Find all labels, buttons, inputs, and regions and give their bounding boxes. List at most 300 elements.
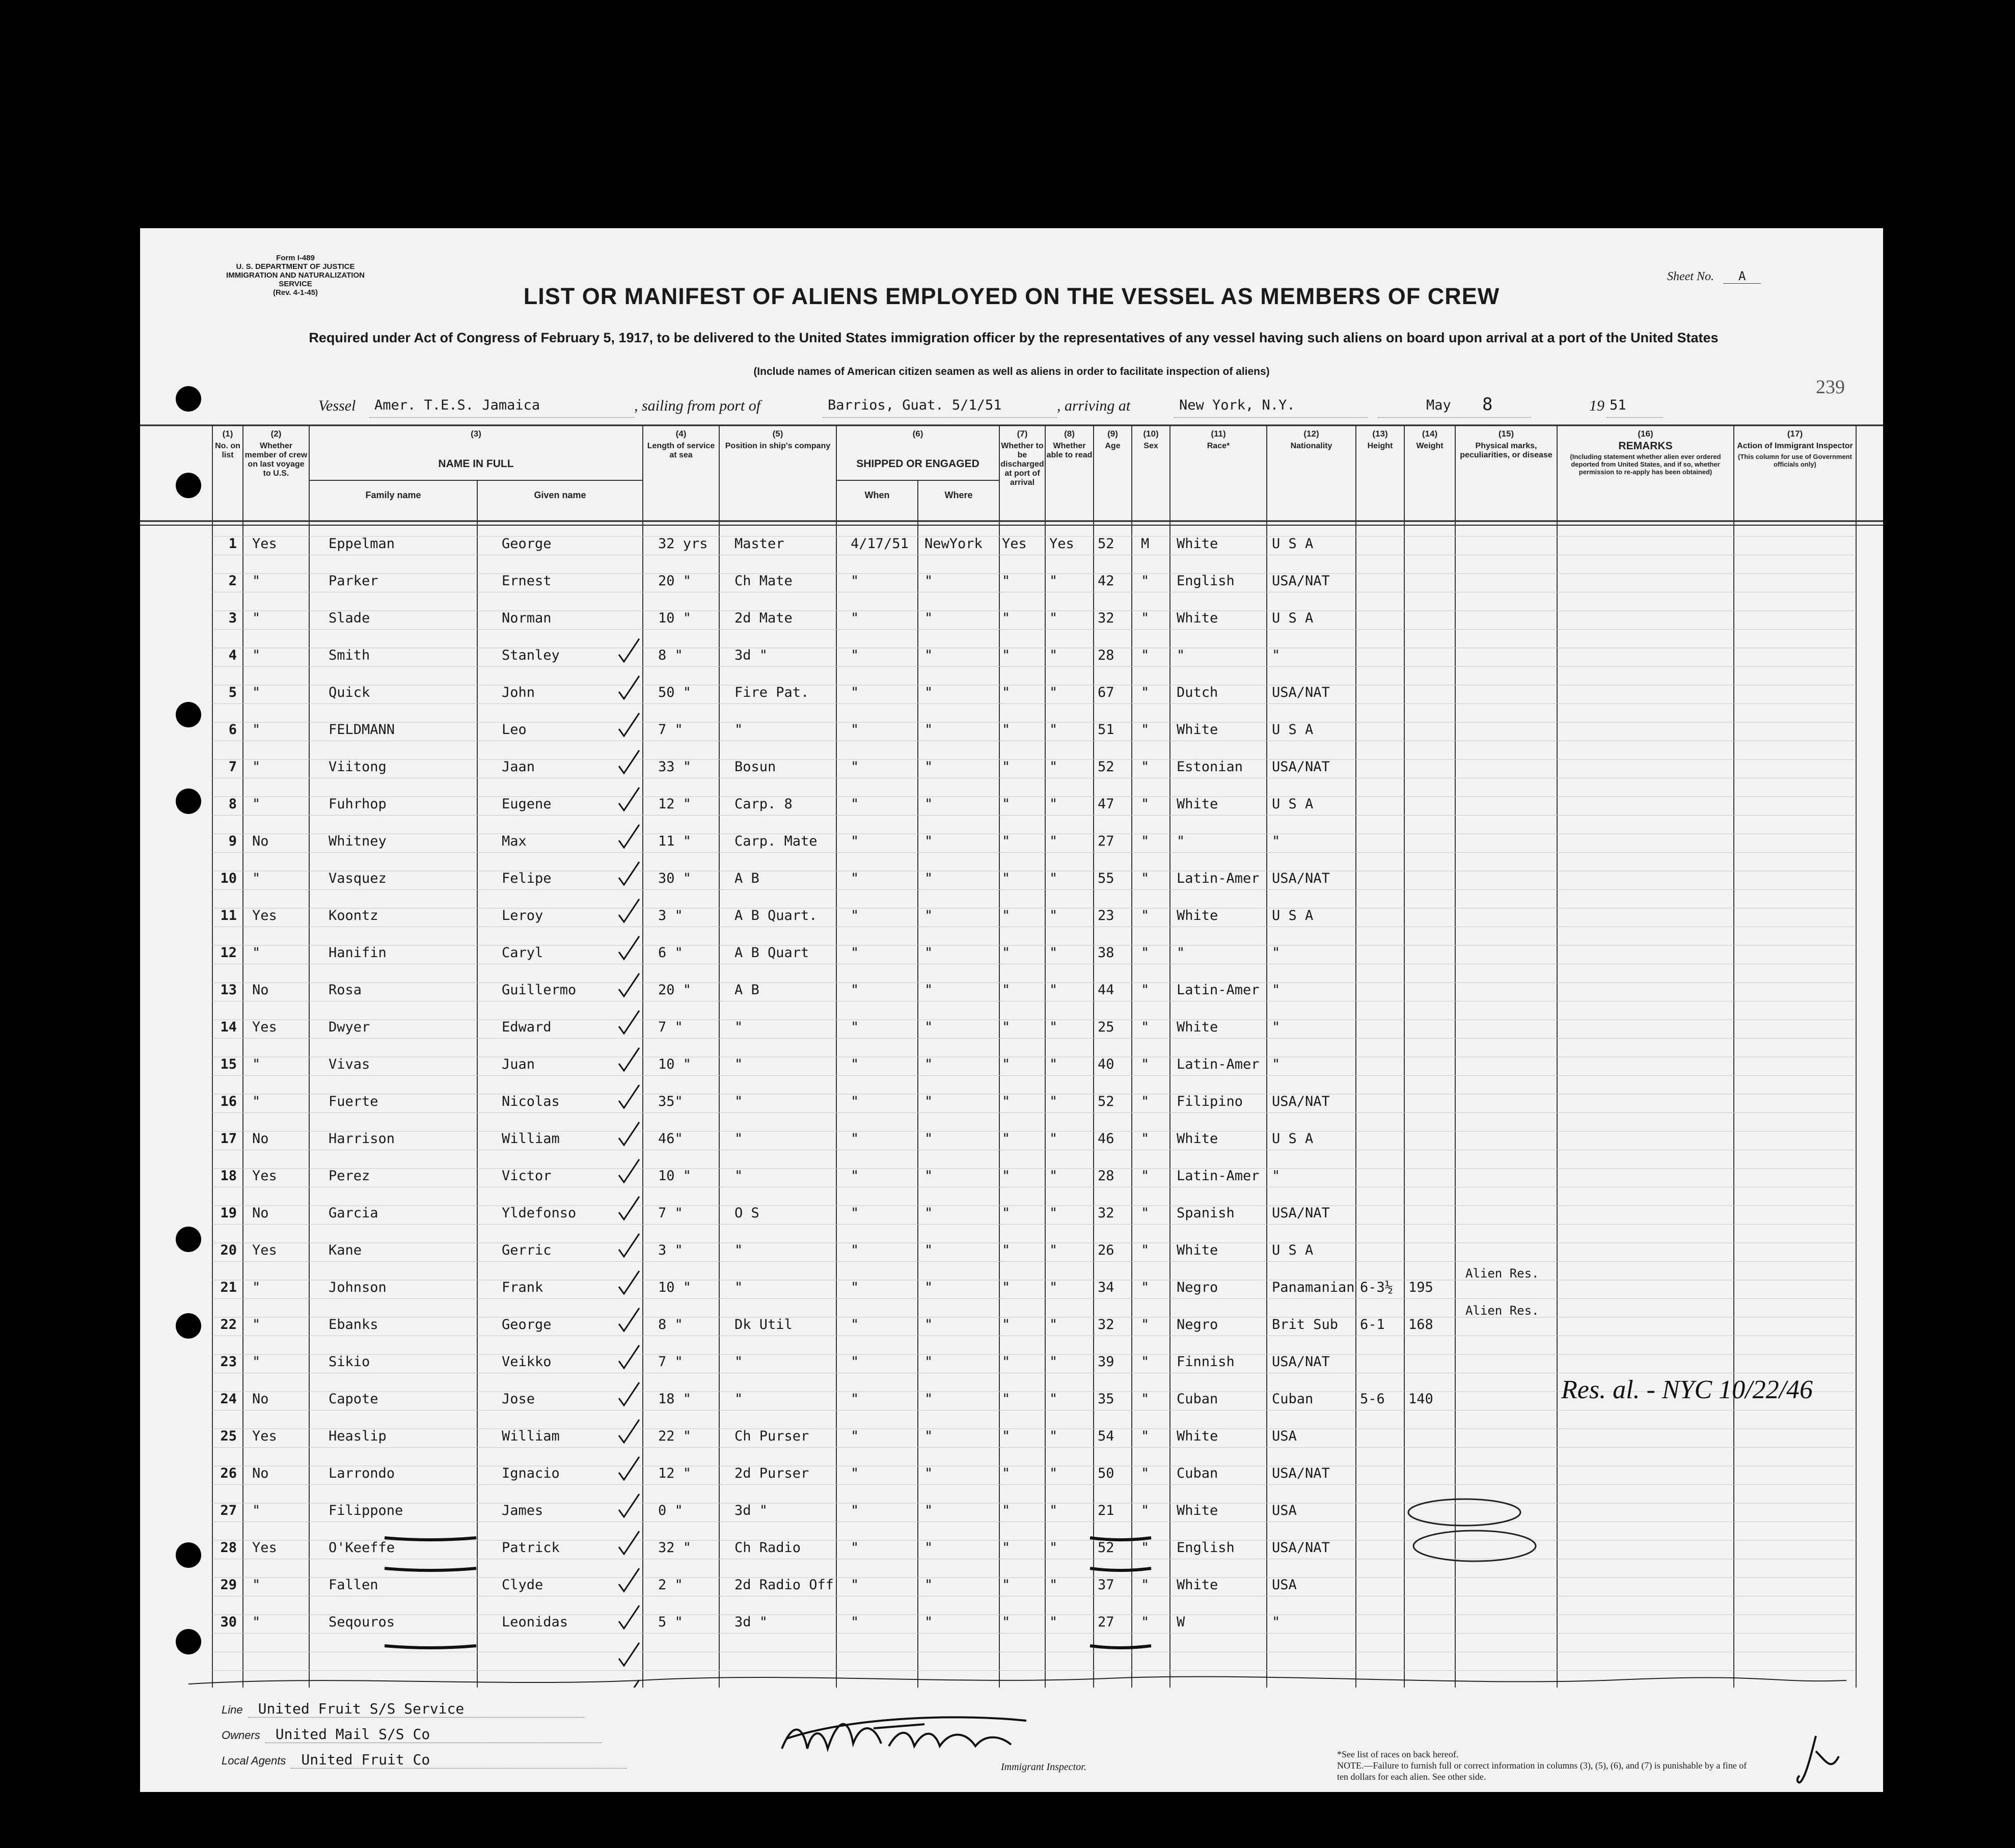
line-value: United Fruit S/S Service bbox=[248, 1700, 584, 1718]
position: 3d " bbox=[734, 1503, 768, 1518]
row-number: 11 bbox=[220, 908, 237, 923]
able-to-read: " bbox=[1049, 833, 1058, 849]
row-number: 28 bbox=[220, 1540, 237, 1556]
length-of-service: 11 " bbox=[658, 833, 692, 849]
age: 44 bbox=[1098, 982, 1114, 998]
family-name: Capote bbox=[329, 1391, 378, 1407]
owners-field bbox=[222, 1726, 602, 1743]
age: 32 bbox=[1098, 610, 1114, 626]
position: 2d Mate bbox=[734, 610, 793, 626]
last-voyage: Yes bbox=[252, 908, 277, 923]
race: " bbox=[1177, 945, 1185, 961]
age: 47 bbox=[1098, 796, 1114, 812]
sex: " bbox=[1141, 796, 1150, 812]
family-name-header: Family name bbox=[365, 490, 421, 500]
position: 3d " bbox=[734, 1614, 768, 1630]
length-of-service: 5 " bbox=[658, 1614, 683, 1630]
shipped-where: NewYork bbox=[924, 536, 983, 552]
family-name: Dwyer bbox=[329, 1019, 370, 1035]
sheet-value: A bbox=[1723, 269, 1761, 284]
column-header-11 bbox=[1170, 429, 1267, 451]
check-mark bbox=[619, 936, 639, 959]
family-name: Slade bbox=[329, 610, 370, 626]
row-number: 6 bbox=[228, 722, 237, 738]
sex: " bbox=[1141, 1242, 1150, 1258]
last-voyage: Yes bbox=[252, 1019, 277, 1035]
length-of-service: 32 " bbox=[658, 1540, 692, 1556]
column-label: Whether able to read bbox=[1046, 442, 1093, 459]
discharged: " bbox=[1002, 759, 1011, 775]
row-number: 13 bbox=[220, 982, 237, 998]
race: Filipino bbox=[1177, 1094, 1243, 1109]
column-header-10 bbox=[1132, 429, 1170, 451]
check-mark bbox=[619, 676, 639, 699]
voyage-details bbox=[318, 394, 1841, 420]
shipped-when: " bbox=[851, 1280, 859, 1295]
position: Dk Util bbox=[734, 1317, 793, 1333]
position: " bbox=[734, 1391, 743, 1407]
check-mark bbox=[619, 862, 639, 885]
sex: " bbox=[1141, 685, 1150, 700]
shipped-when: " bbox=[851, 1614, 859, 1630]
row-number: 19 bbox=[220, 1205, 237, 1221]
form-number: Form I-489 bbox=[276, 254, 315, 262]
discharged: " bbox=[1002, 833, 1011, 849]
column-number: (9) bbox=[1107, 429, 1118, 439]
column-header-13 bbox=[1356, 429, 1404, 451]
family-name: Hanifin bbox=[329, 945, 387, 961]
nationality: Brit Sub bbox=[1272, 1317, 1339, 1333]
last-voyage: No bbox=[252, 1205, 269, 1221]
length-of-service: 35" bbox=[658, 1094, 683, 1109]
age: 35 bbox=[1098, 1391, 1114, 1407]
length-of-service: 20 " bbox=[658, 982, 692, 998]
check-mark bbox=[619, 787, 639, 810]
family-name: Seqouros bbox=[329, 1614, 395, 1630]
given-name: Edward bbox=[502, 1019, 552, 1035]
sex: " bbox=[1141, 1391, 1150, 1407]
physical-marks: Alien Res. bbox=[1465, 1303, 1539, 1318]
nationality: " bbox=[1272, 1056, 1281, 1072]
column-label: No. on list bbox=[215, 442, 240, 459]
given-name: Frank bbox=[502, 1280, 543, 1295]
sex: " bbox=[1141, 722, 1150, 738]
row-number: 25 bbox=[220, 1428, 237, 1444]
able-to-read: " bbox=[1049, 1391, 1058, 1407]
able-to-read: " bbox=[1049, 1242, 1058, 1258]
shipped-where: " bbox=[924, 796, 933, 812]
race: Spanish bbox=[1177, 1205, 1235, 1221]
age: 55 bbox=[1098, 871, 1114, 886]
last-voyage: No bbox=[252, 833, 269, 849]
position: Bosun bbox=[734, 759, 776, 775]
sailing-port: Barrios, Guat. 5/1/51 bbox=[828, 397, 1002, 413]
nationality: USA bbox=[1272, 1428, 1297, 1444]
discharged: " bbox=[1002, 982, 1011, 998]
given-name: Ignacio bbox=[502, 1465, 560, 1481]
row-number: 8 bbox=[228, 796, 237, 812]
column-number: (5) bbox=[772, 429, 783, 439]
shipped-when: " bbox=[851, 1019, 859, 1035]
race: White bbox=[1177, 1242, 1218, 1258]
column-label: NAME IN FULL bbox=[438, 458, 514, 470]
age: 46 bbox=[1098, 1131, 1114, 1147]
inspector-signature bbox=[772, 1708, 1057, 1764]
arrival-port: New York, N.Y. bbox=[1179, 397, 1295, 413]
length-of-service: 18 " bbox=[658, 1391, 692, 1407]
shipped-where: " bbox=[924, 982, 933, 998]
row-number: 18 bbox=[220, 1168, 237, 1184]
able-to-read: " bbox=[1049, 1465, 1058, 1481]
able-to-read: " bbox=[1049, 1019, 1058, 1035]
nationality: USA/NAT bbox=[1272, 1540, 1330, 1556]
family-name: Smith bbox=[329, 647, 370, 663]
family-name: Vivas bbox=[329, 1056, 370, 1072]
position: Ch Mate bbox=[734, 573, 793, 589]
stamped-page-number: 239 bbox=[1816, 376, 1845, 398]
shipped-where: " bbox=[924, 871, 933, 886]
age: 52 bbox=[1098, 759, 1114, 775]
sex: " bbox=[1141, 1317, 1150, 1333]
shipped-when: " bbox=[851, 871, 859, 886]
position: A B Quart. bbox=[734, 908, 818, 923]
discharged: " bbox=[1002, 722, 1011, 738]
age: 42 bbox=[1098, 573, 1114, 589]
age: 27 bbox=[1098, 1614, 1114, 1630]
given-name: Gerric bbox=[502, 1242, 552, 1258]
column-header-8 bbox=[1045, 429, 1094, 460]
discharged: " bbox=[1002, 945, 1011, 961]
nationality: " bbox=[1272, 982, 1281, 998]
shipped-where: " bbox=[924, 1428, 933, 1444]
column-header-12 bbox=[1267, 429, 1356, 451]
shipped-where: " bbox=[924, 1391, 933, 1407]
shipped-when: " bbox=[851, 1503, 859, 1518]
shipped-when: " bbox=[851, 908, 859, 923]
column-label: Nationality bbox=[1290, 442, 1332, 450]
column-header-6 bbox=[836, 429, 999, 470]
able-to-read: " bbox=[1049, 871, 1058, 886]
discharged: " bbox=[1002, 908, 1011, 923]
length-of-service: 6 " bbox=[658, 945, 683, 961]
able-to-read: " bbox=[1049, 908, 1058, 923]
race: White bbox=[1177, 1503, 1218, 1518]
given-name: Nicolas bbox=[502, 1094, 560, 1109]
line-label: Line bbox=[222, 1703, 243, 1716]
discharged: Yes bbox=[1002, 536, 1027, 552]
sex: " bbox=[1141, 1354, 1150, 1370]
discharged: " bbox=[1002, 1019, 1011, 1035]
given-name: Jose bbox=[502, 1391, 535, 1407]
family-name: Parker bbox=[329, 573, 378, 589]
age: 50 bbox=[1098, 1465, 1114, 1481]
given-name: George bbox=[502, 1317, 552, 1333]
row-number: 15 bbox=[220, 1056, 237, 1072]
able-to-read: " bbox=[1049, 1168, 1058, 1184]
check-mark bbox=[619, 750, 639, 773]
last-voyage: Yes bbox=[252, 1168, 277, 1184]
race: White bbox=[1177, 908, 1218, 923]
height: 5-6 bbox=[1360, 1391, 1385, 1407]
given-name: Guillermo bbox=[502, 982, 577, 998]
family-name: Viitong bbox=[329, 759, 387, 775]
able-to-read: " bbox=[1049, 610, 1058, 626]
where-header: Where bbox=[944, 490, 973, 500]
column-header-5 bbox=[719, 429, 836, 451]
last-voyage: " bbox=[252, 1614, 261, 1630]
able-to-read: " bbox=[1049, 1428, 1058, 1444]
position: A B bbox=[734, 982, 759, 998]
length-of-service: 7 " bbox=[658, 1019, 683, 1035]
shipped-where: " bbox=[924, 833, 933, 849]
last-voyage: " bbox=[252, 1280, 261, 1295]
row-number: 30 bbox=[220, 1614, 237, 1630]
length-of-service: 8 " bbox=[658, 647, 683, 663]
row-number: 1 bbox=[228, 536, 237, 552]
check-mark bbox=[619, 1568, 639, 1591]
age: 25 bbox=[1098, 1019, 1114, 1035]
age: 67 bbox=[1098, 685, 1114, 700]
nationality: U S A bbox=[1272, 908, 1314, 923]
position: O S bbox=[734, 1205, 759, 1221]
last-voyage: " bbox=[252, 647, 261, 663]
family-name: Whitney bbox=[329, 833, 387, 849]
given-name: Jaan bbox=[502, 759, 535, 775]
shipped-when: " bbox=[851, 759, 859, 775]
check-mark bbox=[619, 1271, 639, 1294]
length-of-service: 46" bbox=[658, 1131, 683, 1147]
nationality: " bbox=[1272, 1168, 1281, 1184]
column-number: (15) bbox=[1498, 429, 1514, 439]
length-of-service: 10 " bbox=[658, 1280, 692, 1295]
family-name: FELDMANN bbox=[329, 722, 395, 738]
row-number: 14 bbox=[220, 1019, 237, 1035]
able-to-read: " bbox=[1049, 1131, 1058, 1147]
shipped-where: " bbox=[924, 647, 933, 663]
row-number: 16 bbox=[220, 1094, 237, 1109]
given-name: Leonidas bbox=[502, 1614, 568, 1630]
column-number: (17) bbox=[1787, 429, 1803, 439]
given-name: Patrick bbox=[502, 1540, 560, 1556]
shipped-when: " bbox=[851, 1391, 859, 1407]
shipped-when: " bbox=[851, 647, 859, 663]
shipped-when: " bbox=[851, 1465, 859, 1481]
row-number: 29 bbox=[220, 1577, 237, 1593]
column-header-1 bbox=[212, 429, 243, 460]
crew-table bbox=[140, 424, 1883, 1688]
last-voyage: Yes bbox=[252, 1428, 277, 1444]
family-name: Garcia bbox=[329, 1205, 378, 1221]
nationality: U S A bbox=[1272, 536, 1314, 552]
age: 52 bbox=[1098, 536, 1114, 552]
shipped-where: " bbox=[924, 759, 933, 775]
last-voyage: " bbox=[252, 871, 261, 886]
sex: " bbox=[1141, 1056, 1150, 1072]
check-mark bbox=[619, 1494, 639, 1517]
manifest-sheet bbox=[140, 228, 1883, 1792]
length-of-service: 20 " bbox=[658, 573, 692, 589]
given-name: Leo bbox=[502, 722, 527, 738]
length-of-service: 12 " bbox=[658, 796, 692, 812]
vessel-name: Amer. T.E.S. Jamaica bbox=[374, 397, 540, 413]
row-number: 2 bbox=[228, 573, 237, 589]
column-number: (11) bbox=[1211, 429, 1226, 439]
nationality: " bbox=[1272, 647, 1281, 663]
line-field bbox=[222, 1700, 584, 1718]
family-name: Eppelman bbox=[329, 536, 395, 552]
age: 34 bbox=[1098, 1280, 1114, 1295]
race: Cuban bbox=[1177, 1465, 1218, 1481]
weight: 195 bbox=[1408, 1280, 1433, 1295]
races-note: *See list of races on back hereof. bbox=[1337, 1749, 1459, 1759]
remarks: Res. al. - NYC 10/22/46 bbox=[1561, 1375, 1813, 1404]
family-name: Harrison bbox=[329, 1131, 395, 1147]
sex: " bbox=[1141, 647, 1150, 663]
length-of-service: 30 " bbox=[658, 871, 692, 886]
column-header-17 bbox=[1734, 429, 1856, 468]
position: " bbox=[734, 1131, 743, 1147]
race: White bbox=[1177, 1428, 1218, 1444]
column-header-9 bbox=[1094, 429, 1132, 451]
length-of-service: 0 " bbox=[658, 1503, 683, 1518]
arrival-day: 8 bbox=[1482, 394, 1493, 415]
column-number: (10) bbox=[1143, 429, 1159, 439]
discharged: " bbox=[1002, 1503, 1011, 1518]
discharged: " bbox=[1002, 1391, 1011, 1407]
check-mark bbox=[619, 1345, 639, 1368]
shipped-where: " bbox=[924, 1131, 933, 1147]
length-of-service: 8 " bbox=[658, 1317, 683, 1333]
race: W bbox=[1177, 1614, 1185, 1630]
nationality: U S A bbox=[1272, 610, 1314, 626]
discharged: " bbox=[1002, 1614, 1011, 1630]
able-to-read: " bbox=[1049, 796, 1058, 812]
weight: 168 bbox=[1408, 1317, 1433, 1333]
race: White bbox=[1177, 1577, 1218, 1593]
shipped-where: " bbox=[924, 1019, 933, 1035]
shipped-where: " bbox=[924, 685, 933, 700]
given-name: Felipe bbox=[502, 871, 552, 886]
row-number: 23 bbox=[220, 1354, 237, 1370]
age: 28 bbox=[1098, 1168, 1114, 1184]
race: English bbox=[1177, 573, 1235, 589]
given-name: Juan bbox=[502, 1056, 535, 1072]
position: Master bbox=[734, 536, 784, 552]
when-header: When bbox=[864, 490, 890, 500]
last-voyage: " bbox=[252, 722, 261, 738]
length-of-service: 32 yrs bbox=[658, 536, 708, 552]
shipped-when: " bbox=[851, 573, 859, 589]
column-number: (8) bbox=[1064, 429, 1075, 439]
nationality: USA/NAT bbox=[1272, 685, 1330, 700]
check-mark bbox=[619, 973, 639, 996]
given-name: James bbox=[502, 1503, 543, 1518]
able-to-read: " bbox=[1049, 647, 1058, 663]
nationality: USA/NAT bbox=[1272, 1094, 1330, 1109]
column-header-14 bbox=[1404, 429, 1455, 451]
row-number: 7 bbox=[228, 759, 237, 775]
shipped-where: " bbox=[924, 945, 933, 961]
column-label: REMARKS bbox=[1618, 440, 1673, 452]
page-subtitle: Required under Act of Congress of February 5, 1917, to be delivered to the United States immigration officer by the representatives of any vessel having such aliens on board upon arrival at a port of the United States bbox=[309, 330, 1719, 345]
given-name: Ernest bbox=[502, 573, 552, 589]
position: Fire Pat. bbox=[734, 685, 809, 700]
last-voyage: " bbox=[252, 610, 261, 626]
able-to-read: " bbox=[1049, 945, 1058, 961]
discharged: " bbox=[1002, 1428, 1011, 1444]
table-rules bbox=[140, 424, 1883, 1688]
last-voyage: " bbox=[252, 1094, 261, 1109]
owners-label: Owners bbox=[222, 1729, 260, 1742]
sailing-label: , sailing from port of bbox=[634, 397, 761, 414]
family-name: Ebanks bbox=[329, 1317, 378, 1333]
physical-marks: Alien Res. bbox=[1465, 1266, 1539, 1281]
shipped-where: " bbox=[924, 1205, 933, 1221]
last-voyage: " bbox=[252, 945, 261, 961]
able-to-read: " bbox=[1049, 573, 1058, 589]
race: White bbox=[1177, 1019, 1218, 1035]
family-name: Rosa bbox=[329, 982, 362, 998]
check-mark bbox=[619, 1308, 639, 1331]
column-label: SHIPPED OR ENGAGED bbox=[856, 458, 979, 470]
check-mark bbox=[619, 1531, 639, 1554]
owners-value: United Mail S/S Co bbox=[265, 1726, 602, 1743]
discharged: " bbox=[1002, 647, 1011, 663]
shipped-where: " bbox=[924, 1614, 933, 1630]
row-number: 21 bbox=[220, 1280, 237, 1295]
able-to-read: " bbox=[1049, 722, 1058, 738]
last-voyage: " bbox=[252, 1056, 261, 1072]
nationality: USA/NAT bbox=[1272, 759, 1330, 775]
family-name: Heaslip bbox=[329, 1428, 387, 1444]
last-voyage: " bbox=[252, 573, 261, 589]
check-mark bbox=[619, 1420, 639, 1443]
row-number: 27 bbox=[220, 1503, 237, 1518]
age: 51 bbox=[1098, 722, 1114, 738]
shipped-when: " bbox=[851, 945, 859, 961]
sex: " bbox=[1141, 1168, 1150, 1184]
family-name: Vasquez bbox=[329, 871, 387, 886]
length-of-service: 50 " bbox=[658, 685, 692, 700]
row-number: 3 bbox=[228, 610, 237, 626]
column-label: Length of service at sea bbox=[647, 442, 715, 459]
shipped-when: " bbox=[851, 1354, 859, 1370]
race: Cuban bbox=[1177, 1391, 1218, 1407]
given-name: Caryl bbox=[502, 945, 543, 961]
age: 38 bbox=[1098, 945, 1114, 961]
family-name: Koontz bbox=[329, 908, 378, 923]
check-mark bbox=[619, 1159, 639, 1182]
able-to-read: " bbox=[1049, 1577, 1058, 1593]
sex: " bbox=[1141, 1540, 1150, 1556]
nationality: U S A bbox=[1272, 1131, 1314, 1147]
position: " bbox=[734, 1354, 743, 1370]
shipped-when: " bbox=[851, 1317, 859, 1333]
include-note: (Include names of American citizen seamen as well as aliens in order to facilitate inspection of aliens) bbox=[753, 366, 1270, 377]
position: A B Quart bbox=[734, 945, 809, 961]
length-of-service: 10 " bbox=[658, 1056, 692, 1072]
position: 2d Purser bbox=[734, 1465, 809, 1481]
sex: " bbox=[1141, 908, 1150, 923]
position: " bbox=[734, 1280, 743, 1295]
given-name: John bbox=[502, 685, 535, 700]
column-label: Race* bbox=[1207, 442, 1230, 450]
discharged: " bbox=[1002, 573, 1011, 589]
row-number: 4 bbox=[228, 647, 237, 663]
nationality: USA/NAT bbox=[1272, 1205, 1330, 1221]
nationality: Cuban bbox=[1272, 1391, 1314, 1407]
column-label: Whether to be discharged at port of arrival bbox=[1000, 442, 1044, 487]
